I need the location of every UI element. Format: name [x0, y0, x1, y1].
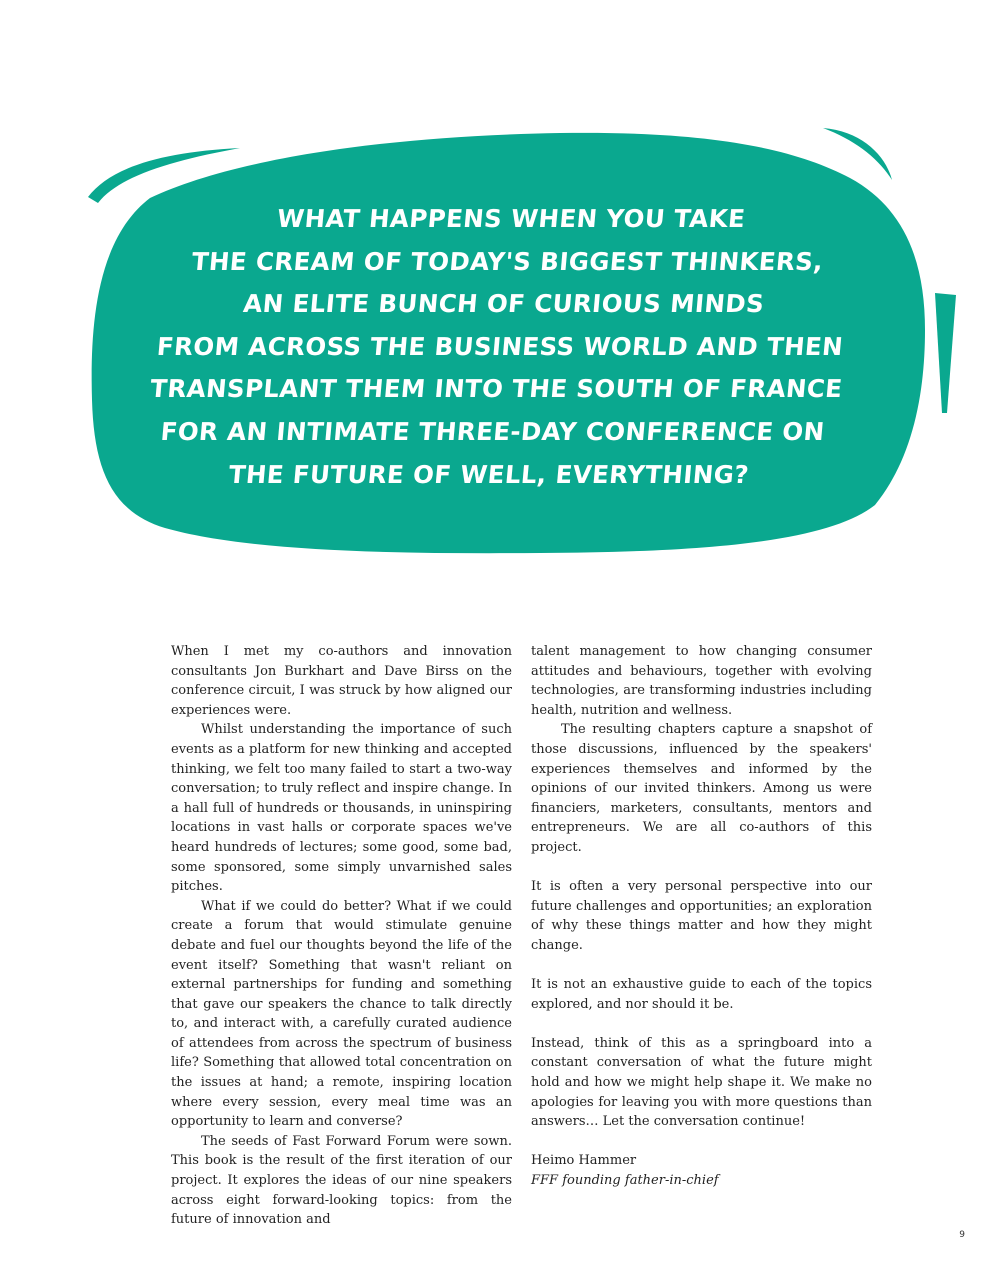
- speech-bubble-right-tick: [935, 293, 956, 413]
- headline-line: FROM ACROSS THE BUSINESS WORLD AND THEN: [155, 331, 845, 361]
- body-column-left: [171, 642, 512, 1230]
- paragraph: It is often a very personal perspective into our future challenges and opportunities; an exploration of why these things matter and how they might change.: [531, 879, 872, 953]
- paragraph: It is not an exhaustive guide to each of the topics explored, and nor should it be.: [531, 977, 872, 1012]
- headline-line: THE CREAM OF TODAY'S BIGGEST THINKERS,: [190, 246, 825, 276]
- paragraph: The resulting chapters capture a snapshot of those discussions, influenced by the speakers' experiences themselves and informed by the opinions of our invited thinkers. Among us were financiers, marketers, consultants, mentors and entrepreneurs. We are all co-authors of this project.: [531, 722, 872, 855]
- headline-line: AN ELITE BUNCH OF CURIOUS MINDS: [242, 289, 766, 319]
- paragraph: What if we could do better? What if we could create a forum that would stimulate genuine debate and fuel our thoughts beyond the life of the event itself? Something that wasn't reliant on external partnerships for funding and something that gave our speakers the chance to talk directly to, and interact with, a carefully curated audience of attendees from across the spectrum of business life? Something that allowed total concentration on the issues at hand; a remote, inspiring location where every session, every meal time was an opportunity to learn and converse?: [171, 898, 512, 1130]
- signature-role: FFF founding father-in-chief: [531, 1173, 719, 1189]
- headline-line: THE FUTURE OF WELL, EVERYTHING?: [227, 459, 751, 489]
- headline-quote: [107, 198, 893, 496]
- signature-name: Heimo Hammer: [531, 1153, 637, 1169]
- page-number: 9: [959, 1230, 965, 1240]
- paragraph: Whilst understanding the importance of such events as a platform for new thinking and accepted thinking, we felt too many failed to start a two-way conversation; to truly reflect and inspire change. In a hall full of hundreds or thousands, in uninspiring locations in vast halls or corporate spaces we've heard hundreds of lectures; some good, some bad, some sponsored, some simply unvarnished sales pitches.: [171, 722, 512, 895]
- headline-line: FOR AN INTIMATE THREE-DAY CONFERENCE ON: [159, 416, 826, 446]
- paragraph: Instead, think of this as a springboard into a constant conversation of what the future might hold and how we might help shape it. We make no apologies for leaving you with more questions than answers… Let the conversation continue!: [531, 1035, 872, 1130]
- paragraph: The seeds of Fast Forward Forum were sown. This book is the result of the first iteration of our project. It explores the ideas of our nine speakers across eight forward-looking topics: from the future of innovation and: [171, 1133, 512, 1228]
- paragraph: talent management to how changing consumer attitudes and behaviours, together with evolving technologies, are transforming industries including health, nutrition and wellness.: [531, 644, 872, 718]
- headline-line: TRANSPLANT THEM INTO THE SOUTH OF FRANCE: [149, 374, 844, 404]
- body-column-right: [531, 642, 872, 1191]
- headline-line: WHAT HAPPENS WHEN YOU TAKE: [276, 204, 747, 233]
- paragraph: When I met my co-authors and innovation consultants Jon Burkhart and Dave Birss on the conference circuit, I was struck by how aligned our experiences were.: [171, 644, 512, 718]
